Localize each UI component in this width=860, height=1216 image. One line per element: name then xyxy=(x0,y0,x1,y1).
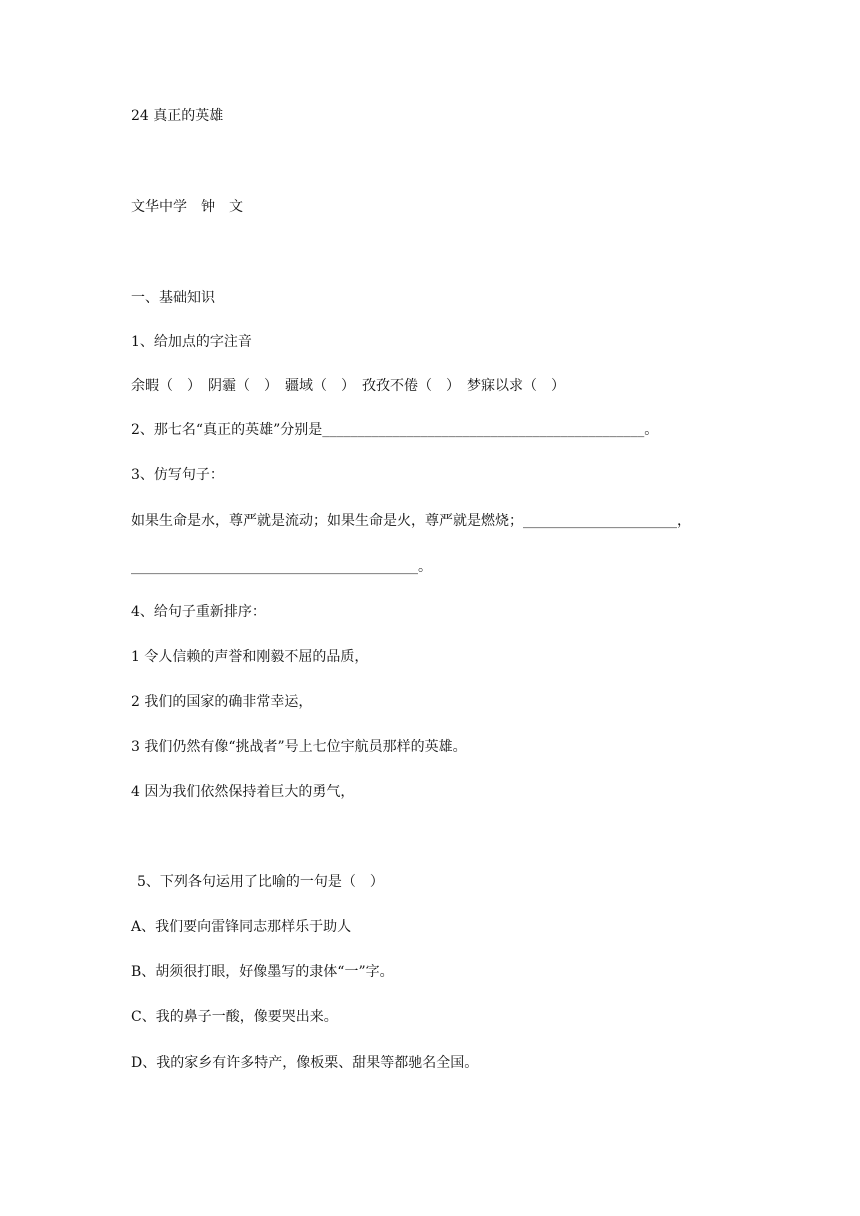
question-4-prompt: 4、给句子重新排序： xyxy=(131,604,266,620)
question-4-sentence-1: 1 令人信赖的声誉和刚毅不屈的品质， xyxy=(131,649,369,665)
question-2: 2、那七名“真正的英雄”分别是______________________________________________。 xyxy=(131,422,659,438)
question-5-option-b: B、胡须很打眼，好像墨写的隶体“一”字。 xyxy=(131,964,394,980)
question-3-line-1: 如果生命是水，尊严就是流动；如果生命是火，尊严就是燃烧；______________________， xyxy=(131,513,691,529)
question-4-sentence-4: 4 因为我们依然保持着巨大的勇气， xyxy=(131,784,355,800)
question-1-items: 余暇（ ） 阴霾（ ） 疆域（ ） 孜孜不倦（ ） 梦寐以求（ ） xyxy=(131,378,565,394)
question-4-sentence-3: 3 我们仍然有像“挑战者”号上七位宇航员那样的英雄。 xyxy=(131,739,467,755)
document-title: 24 真正的英雄 xyxy=(131,108,224,124)
section-heading-basics: 一、基础知识 xyxy=(131,290,215,306)
question-4-sentence-2: 2 我们的国家的确非常幸运， xyxy=(131,694,313,710)
question-3-line-2: _________________________________________。 xyxy=(131,559,432,575)
question-5-option-c: C、我的鼻子一酸，像要哭出来。 xyxy=(131,1009,338,1025)
question-5-option-a: A、我们要向雷锋同志那样乐于助人 xyxy=(131,919,352,935)
question-1-prompt: 1、给加点的字注音 xyxy=(131,334,252,350)
question-3-prompt: 3、仿写句子： xyxy=(131,467,224,483)
question-5-prompt: 5、下列各句运用了比喻的一句是（ ） xyxy=(137,874,384,890)
question-5-option-d: D、我的家乡有许多特产，像板栗、甜果等都驰名全国。 xyxy=(131,1055,479,1071)
author-line: 文华中学 钟 文 xyxy=(131,199,243,215)
